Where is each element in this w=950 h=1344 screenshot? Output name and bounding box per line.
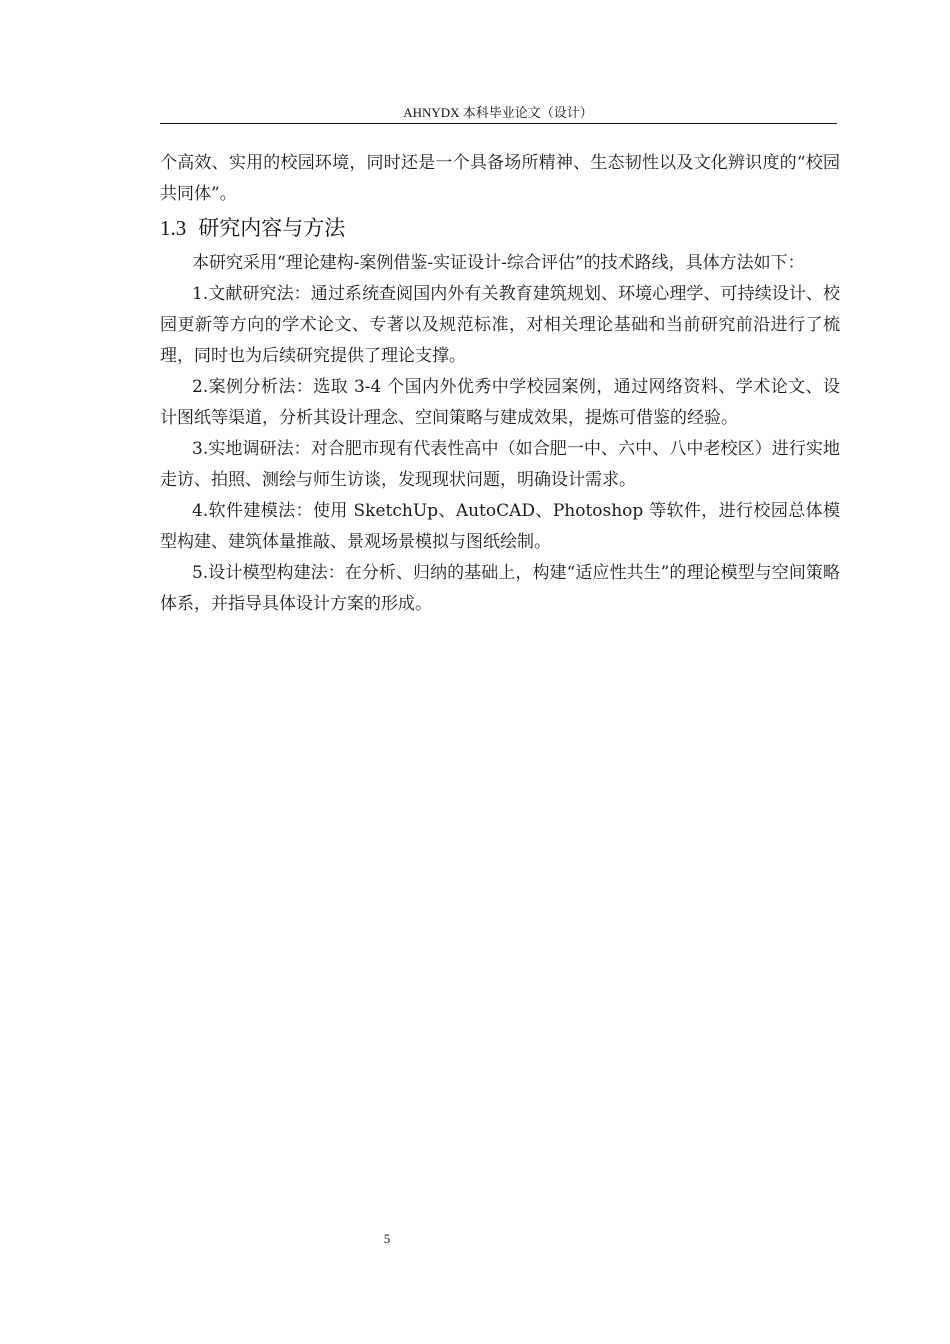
method-paragraph-1: 1.文献研究法：通过系统查阅国内外有关教育建筑规划、环境心理学、可持续设计、校园更新等方向的学术论文、专著以及规范标准，对相关理论基础和当前研究前沿进行了梳理，同时也为后续研究提供了理论支撑。: [160, 284, 840, 366]
header-rule: [160, 123, 837, 124]
method-paragraph-4: 4.软件建模法：使用 SketchUp、AutoCAD、Photoshop 等软件，进行校园总体模型构建、建筑体量推敲、景观场景模拟与图纸绘制。: [160, 501, 840, 552]
section-heading: [160, 212, 840, 244]
continuation-paragraph: 个高效、实用的校园环境，同时还是一个具备场所精神、生态韧性以及文化辨识度的“校园共同体”。: [160, 153, 840, 204]
page-number: 5: [383, 1231, 391, 1246]
method-paragraph-5: 5.设计模型构建法：在分析、归纳的基础上，构建“适应性共生”的理论模型与空间策略体系，并指导具体设计方案的形成。: [160, 563, 840, 614]
running-header: AHNYDX 本科毕业论文（设计）: [403, 105, 593, 120]
section-title: 研究内容与方法: [198, 216, 346, 240]
method-paragraph-2: 2.案例分析法：选取 3-4 个国内外优秀中学校园案例，通过网络资料、学术论文、设计图纸等渠道，分析其设计理念、空间策略与建成效果，提炼可借鉴的经验。: [160, 377, 840, 428]
section-number: 1.3: [160, 216, 187, 240]
body-text: [160, 148, 840, 620]
method-paragraph-3: 3.实地调研法：对合肥市现有代表性高中（如合肥一中、六中、八中老校区）进行实地走访、拍照、测绘与师生访谈，发现现状问题，明确设计需求。: [160, 439, 840, 490]
intro-paragraph: 本研究采用“理论建构-案例借鉴-实证设计-综合评估”的技术路线，具体方法如下：: [192, 253, 805, 273]
